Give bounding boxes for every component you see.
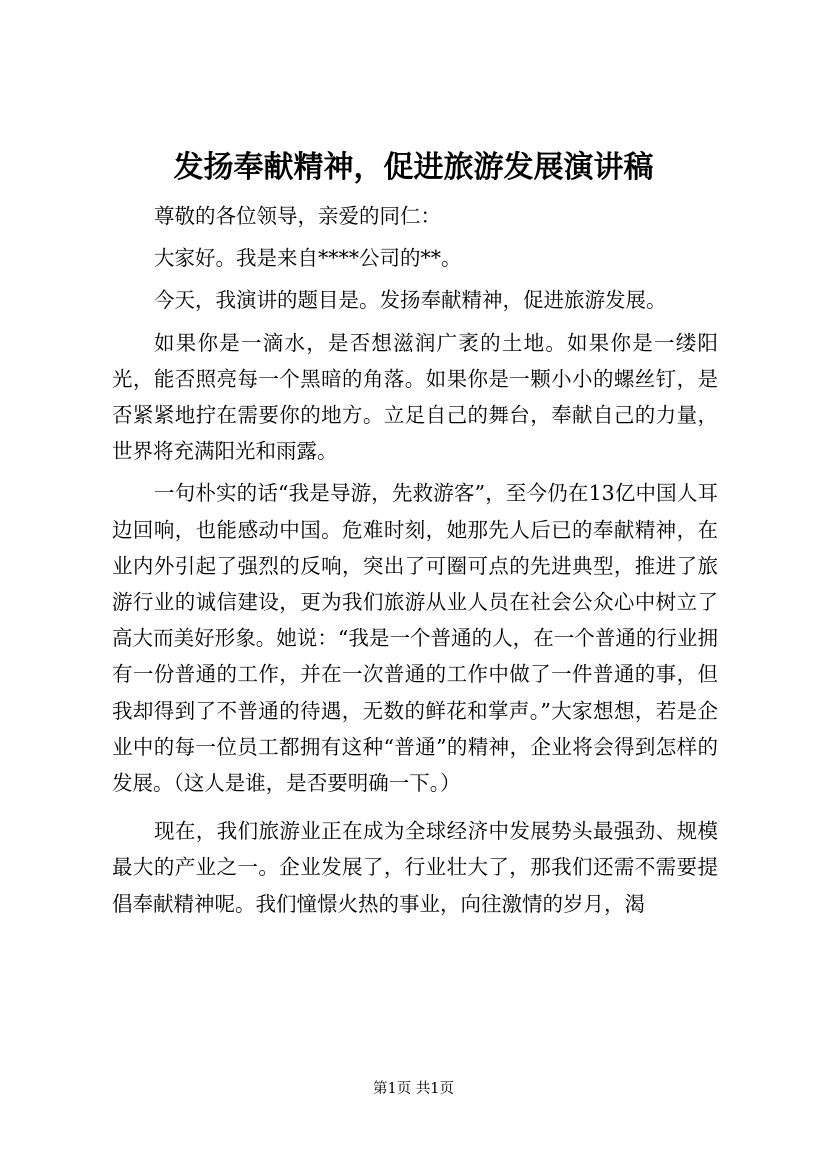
salutation-paragraph: 尊敬的各位领导，亲爱的同仁： — [154, 204, 442, 228]
document-title: 发扬奉献精神，促进旅游发展演讲稿 — [173, 150, 654, 185]
body-paragraph-2: 一句朴实的话“我是导游，先救游客”，至今仍在13亿中国人耳边回响，也能感动中国。危难时刻，她那先人后已的奉献精神，在业内外引起了强烈的反响，突出了可圈可点的先进典型，推进了旅游行业的诚信建设，更为我们旅游从业人员在社会公众心中树立了高大而美好形象。她说：“我是一个普通的人，在一个普通的行业拥有一份普通的工作，并在一次普通的工作中做了一件普通的事，但我却得到了不普通的待遇，无数的鲜花和掌声。”大家想想，若是企业中的每一位员工都拥有这种“普通”的精神，企业将会得到怎样的发展。（这人是谁，是否要明确一下。） — [112, 481, 718, 796]
page-number-footer: 第1页 共1页 — [372, 1081, 455, 1097]
body-paragraph-3: 现在，我们旅游业正在成为全球经济中发展势头最强劲、规模最大的产业之一。企业发展了，行业壮大了，那我们还需不需要提倡奉献精神呢。我们憧憬火热的事业，向往激情的岁月，渴 — [112, 819, 718, 916]
body-paragraph-1: 如果你是一滴水，是否想滋润广袤的土地。如果你是一缕阳光，能否照亮每一个黑暗的角落。如果你是一颗小小的螺丝钉，是否紧紧地拧在需要你的地方。立足自己的舞台，奉献自己的力量，世界将充满阳光和雨露。 — [112, 330, 718, 464]
document-body — [112, 198, 718, 922]
topic-paragraph: 今天，我演讲的题目是。发扬奉献精神，促进旅游发展。 — [154, 288, 667, 313]
greeting-paragraph: 大家好。我是来自****公司的**。 — [154, 246, 462, 271]
